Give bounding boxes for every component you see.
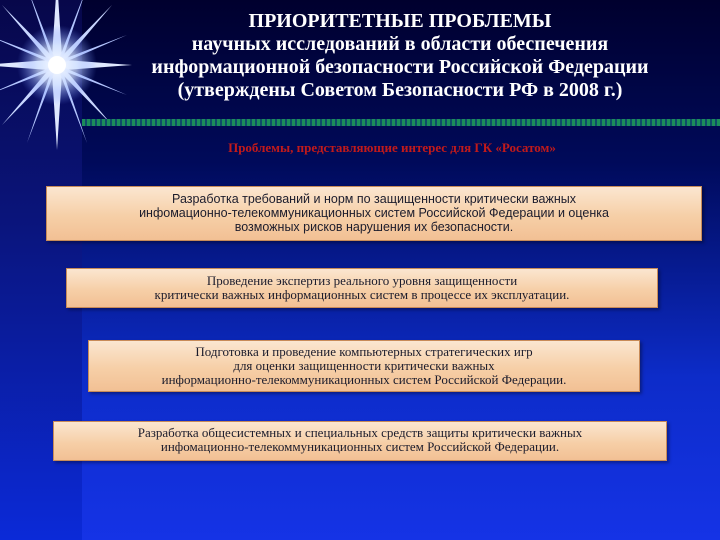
slide-title	[95, 10, 705, 102]
box-line: Подготовка и проведение компьютерных стратегических игр	[195, 344, 533, 359]
box-line: инфомационно-телекоммуникационных систем Российской Федерации и оценка	[139, 206, 609, 220]
box-line: возможных рисков нарушения их безопасности.	[234, 220, 514, 234]
slide-subtitle: Проблемы, представляющие интерес для ГК «Росатом»	[228, 140, 556, 155]
problem-box-4	[53, 421, 667, 461]
problem-box-3	[88, 340, 640, 392]
divider-stripes	[82, 119, 720, 126]
problem-box-2	[66, 268, 658, 308]
box-line: для оценки защищенности критически важных	[233, 358, 495, 373]
box-line: информационно-телекоммуникационных систем Российской Федерации.	[161, 372, 567, 387]
title-line: (утверждены Советом Безопасности РФ в 2008 г.)	[177, 79, 623, 101]
title-line: научных исследований в области обеспечения	[191, 33, 609, 55]
box-line: Разработка общесистемных и специальных средств защиты критически важных	[137, 425, 583, 440]
title-line: информационной безопасности Российской Федерации	[151, 56, 649, 78]
problem-box-1	[46, 186, 702, 241]
box-line: критически важных информационных систем в процессе их эксплуатации.	[154, 287, 570, 302]
box-line: Разработка требований и норм по защищенности критически важных	[172, 192, 576, 206]
title-line: ПРИОРИТЕТНЫЕ ПРОБЛЕМЫ	[248, 10, 552, 32]
box-line: Проведение экспертиз реального уровня защищенности	[206, 273, 518, 288]
box-line: инфомационно-телекоммуникационных систем Российской Федерации.	[160, 439, 560, 454]
